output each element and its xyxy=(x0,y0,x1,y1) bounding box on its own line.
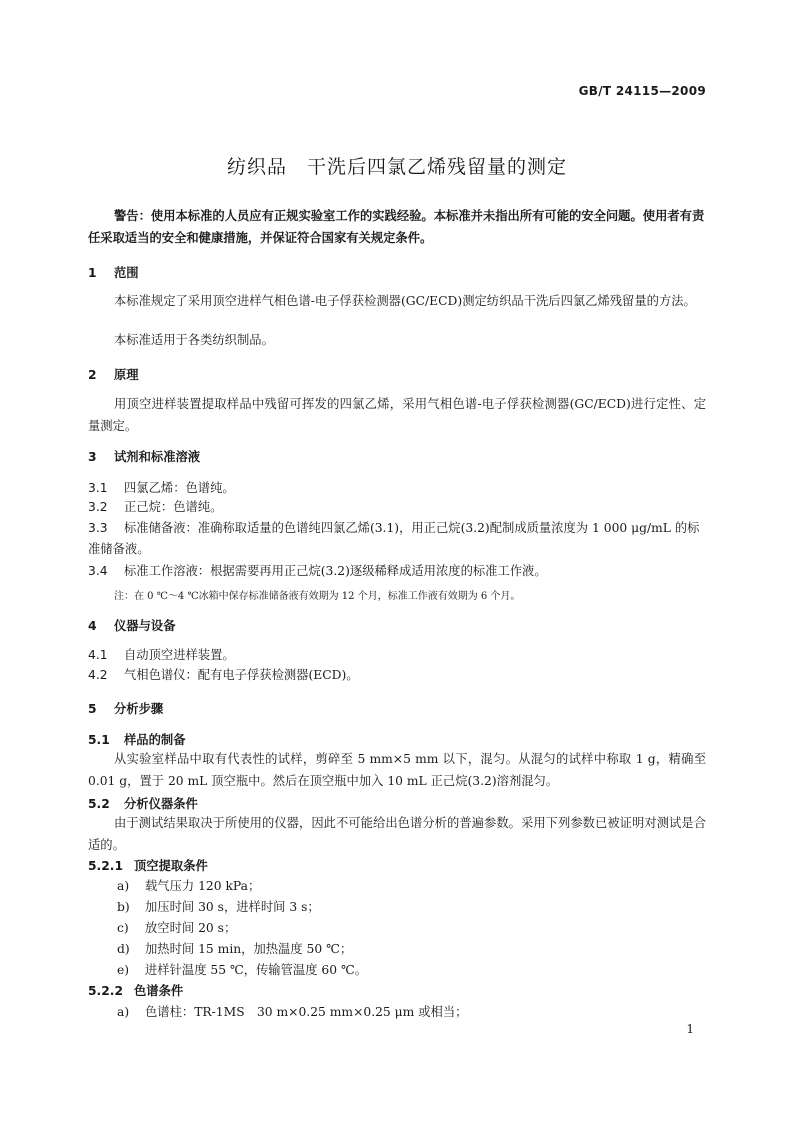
section-4-heading xyxy=(88,616,176,634)
list-item: e) 进样针温度 55 ℃，传输管温度 60 ℃。 xyxy=(117,963,368,977)
section-1-paragraph-2: 本标准适用于各类纺织制品。 xyxy=(114,333,274,347)
section-title: 分析步骤 xyxy=(114,702,164,716)
warning-paragraph: 警告：使用本标准的人员应有正规实验室工作的实践经验。本标准并未指出所有可能的安全问题。使用者有责任采取适当的安全和健康措施，并保证符合国家有关规定条件。 xyxy=(88,209,705,245)
section-title: 范围 xyxy=(114,266,139,280)
section-number: 2 xyxy=(88,368,97,382)
subsection-5-1-paragraph: 从实验室样品中取有代表性的试样，剪碎至 5 mm×5 mm 以下，混匀。从混匀的试样中称取 1 g，精确至 0.01 g，置于 20 mL 顶空瓶中。然后在顶空瓶中加入 10 mL 正己烷(3.2)溶剂混匀。 xyxy=(88,752,706,788)
standard-code: GB/T 24115—2009 xyxy=(578,84,706,98)
section-2-paragraph: 用顶空进样装置提取样品中残留可挥发的四氯乙烯，采用气相色谱-电子俘获检测器(GC/ECD)进行定性、定量测定。 xyxy=(88,397,706,433)
page-number: 1 xyxy=(686,1022,694,1036)
section-number: 1 xyxy=(88,266,97,280)
section-title: 原理 xyxy=(114,368,139,382)
list-item: b) 加压时间 30 s，进样时间 3 s； xyxy=(117,900,320,914)
section-1-paragraph-1: 本标准规定了采用顶空进样气相色谱-电子俘获检测器(GC/ECD)测定纺织品干洗后四氯乙烯残留量的方法。 xyxy=(114,294,696,308)
section-2-heading xyxy=(88,365,139,383)
section-number: 5 xyxy=(88,702,97,716)
subsection-5-2-1-heading: 5.2.1 顶空提取条件 xyxy=(88,859,208,873)
list-item: d) 加热时间 15 min，加热温度 50 ℃； xyxy=(117,942,353,956)
item-3-4: 3.4 标准工作溶液：根据需要再用正己烷(3.2)逐级稀释成适用浓度的标准工作液。 xyxy=(88,564,547,578)
item-3-3: 3.3 标准储备液：准确称取适量的色谱纯四氯乙烯(3.1)，用正己烷(3.2)配制成质量浓度为 1 000 μg/mL 的标准储备液。 xyxy=(88,521,700,556)
section-title: 试剂和标准溶液 xyxy=(114,450,201,464)
subsection-5-2-2-heading: 5.2.2 色谱条件 xyxy=(88,984,184,998)
item-3-1: 3.1 四氯乙烯：色谱纯。 xyxy=(88,481,235,495)
section-3-heading xyxy=(88,447,200,465)
section-number: 4 xyxy=(88,619,97,633)
section-title: 仪器与设备 xyxy=(114,619,176,633)
section-number: 3 xyxy=(88,450,97,464)
item-3-2: 3.2 正己烷：色谱纯。 xyxy=(88,500,223,514)
subsection-5-2-paragraph: 由于测试结果取决于所使用的仪器，因此不可能给出色谱分析的普遍参数。采用下列参数已被证明对测试是合适的。 xyxy=(88,816,706,852)
document-title: 纺织品 干洗后四氯乙烯残留量的测定 xyxy=(226,156,567,178)
list-item: a) 载气压力 120 kPa； xyxy=(117,879,261,893)
item-4-2: 4.2 气相色谱仪：配有电子俘获检测器(ECD)。 xyxy=(88,668,359,682)
section-1-heading xyxy=(88,263,139,281)
subsection-5-2-heading: 5.2 分析仪器条件 xyxy=(88,797,198,811)
item-4-1: 4.1 自动顶空进样装置。 xyxy=(88,648,235,662)
note: 注：在 0 ℃～4 ℃冰箱中保存标准储备液有效期为 12 个月，标准工作液有效期为 6 个月。 xyxy=(114,591,521,602)
list-item: c) 放空时间 20 s； xyxy=(117,921,237,935)
subsection-5-1-heading: 5.1 样品的制备 xyxy=(88,733,186,747)
section-5-heading xyxy=(88,699,163,717)
list-item: a) 色谱柱：TR-1MS 30 m×0.25 mm×0.25 μm 或相当； xyxy=(117,1005,468,1019)
